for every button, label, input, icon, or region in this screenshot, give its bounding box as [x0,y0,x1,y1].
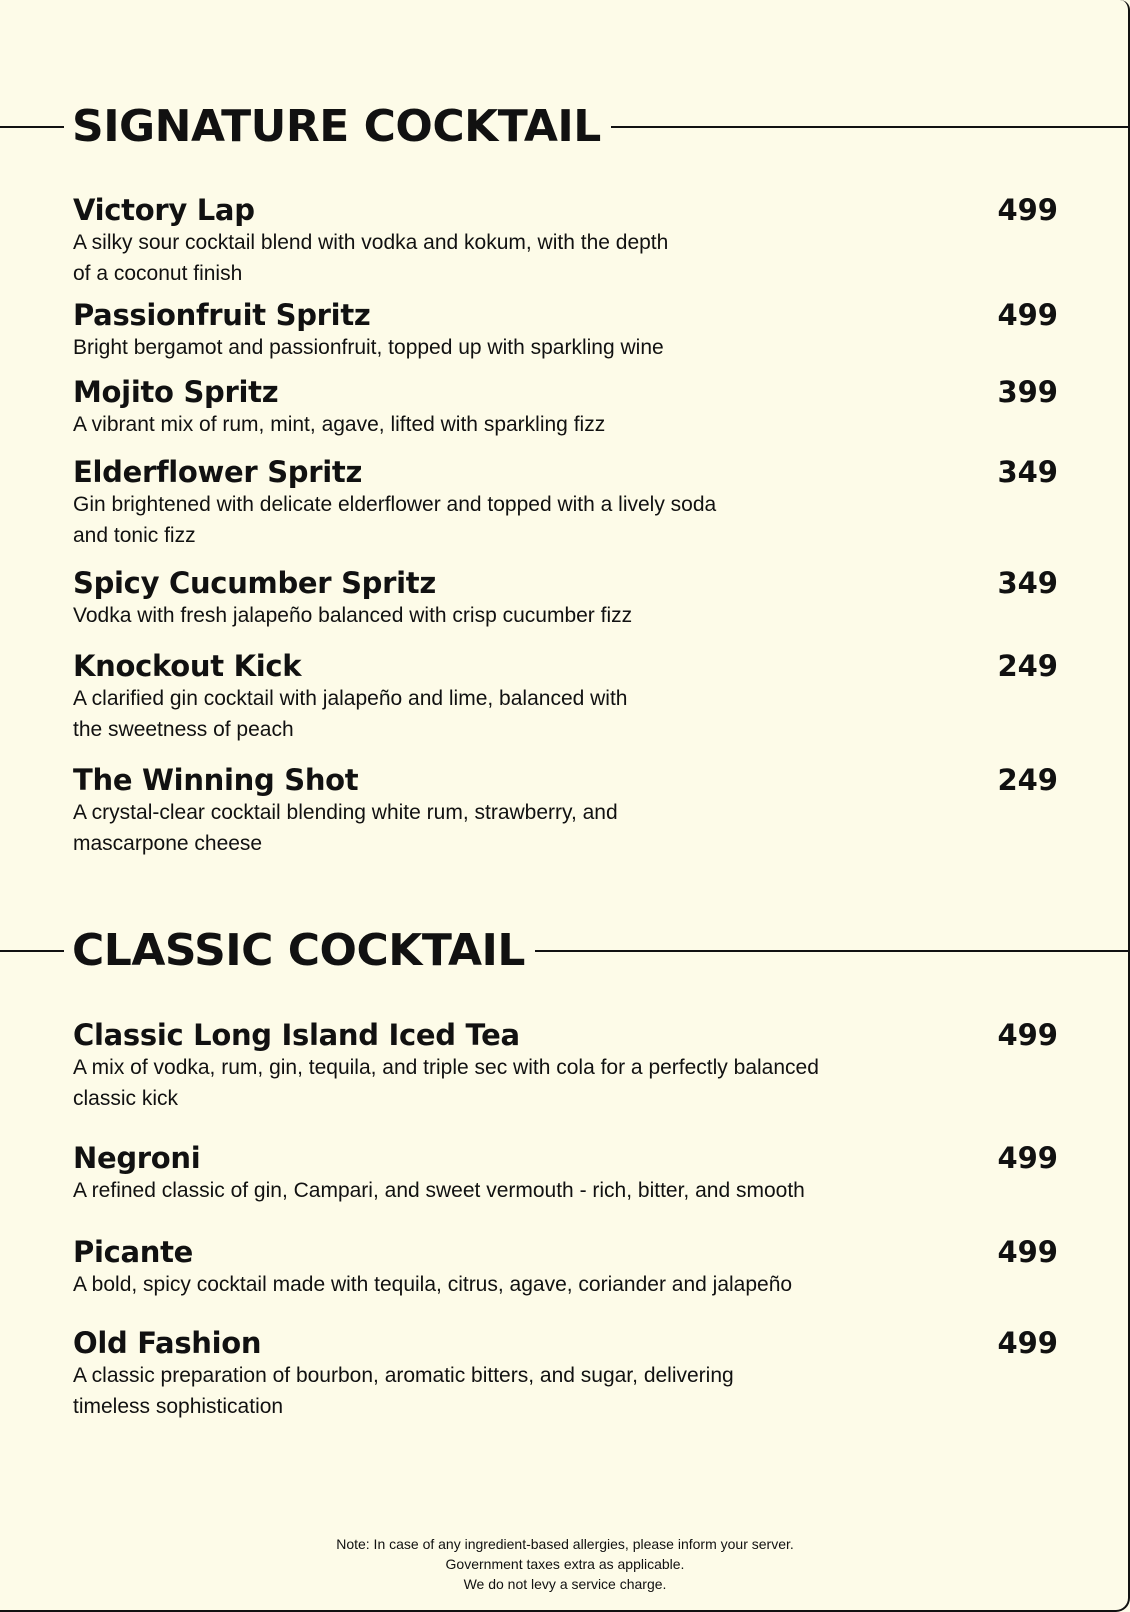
item-name: Mojito Spritz [73,375,279,409]
section-title: CLASSIC COCKTAIL [72,925,525,976]
section-heading-classic [0,925,1130,976]
item-description-line: Bright bergamot and passionfruit, topped up with sparkling wine [73,336,664,359]
item-description-line: A vibrant mix of rum, mint, agave, lifted with sparkling fizz [73,413,606,436]
menu-item [73,375,1058,440]
item-price: 349 [997,455,1058,489]
item-description-line: A mix of vodka, rum, gin, tequila, and triple sec with cola for a perfectly balanced [73,1056,819,1079]
menu-item [73,566,1058,631]
footer-line: Note: In case of any ingredient-based allergies, please inform your server. [336,1536,794,1552]
item-price: 249 [997,763,1058,797]
heading-rule-left [0,950,64,952]
item-name: Passionfruit Spritz [73,298,371,332]
menu-item [73,1141,1058,1206]
item-description-line: timeless sophistication [73,1395,284,1418]
menu-item [73,1326,1058,1422]
item-name: Elderflower Spritz [73,455,363,489]
item-description-line: A crystal-clear cocktail blending white rum, strawberry, and [73,801,618,824]
item-description-line: of a coconut finish [73,262,243,285]
item-name: Negroni [73,1141,201,1175]
item-description-line: classic kick [73,1087,179,1110]
menu-item [73,1018,1058,1114]
item-name: The Winning Shot [73,763,359,797]
item-price: 399 [997,375,1058,409]
footer-line: Government taxes extra as applicable. [445,1556,685,1572]
menu-item [73,649,1058,745]
section-heading-signature [0,101,1130,152]
item-price: 499 [997,193,1058,227]
item-description-line: Gin brightened with delicate elderflower and topped with a lively soda [73,493,717,516]
item-price: 349 [997,566,1058,600]
item-name: Picante [73,1235,194,1269]
item-price: 499 [997,298,1058,332]
item-price: 499 [997,1235,1058,1269]
item-description-line: A classic preparation of bourbon, aromatic bitters, and sugar, delivering [73,1364,734,1387]
item-price: 249 [997,649,1058,683]
item-description-line: A refined classic of gin, Campari, and sweet vermouth - rich, bitter, and smooth [73,1179,805,1202]
heading-rule-right [611,126,1130,128]
item-price: 499 [997,1141,1058,1175]
item-name: Knockout Kick [73,649,302,683]
footer-note [0,1534,1130,1594]
menu-item [73,455,1058,551]
menu-item [73,193,1058,289]
item-name: Victory Lap [73,193,255,227]
item-description-line: and tonic fizz [73,524,196,547]
footer-line: We do not levy a service charge. [463,1576,667,1592]
heading-rule-right [535,950,1130,952]
menu-item [73,1235,1058,1300]
menu-item [73,298,1058,363]
item-price: 499 [997,1326,1058,1360]
item-description-line: A silky sour cocktail blend with vodka and kokum, with the depth [73,231,669,254]
menu-item [73,763,1058,859]
item-description-line: mascarpone cheese [73,832,263,855]
section-title: SIGNATURE COCKTAIL [72,101,601,152]
item-name: Spicy Cucumber Spritz [73,566,436,600]
item-description-line: A clarified gin cocktail with jalapeño and lime, balanced with [73,687,628,710]
item-description-line: A bold, spicy cocktail made with tequila, citrus, agave, coriander and jalapeño [73,1273,793,1296]
item-description-line: the sweetness of peach [73,718,294,741]
item-name: Classic Long Island Iced Tea [73,1018,520,1052]
item-description-line: Vodka with fresh jalapeño balanced with crisp cucumber fizz [73,604,633,627]
item-price: 499 [997,1018,1058,1052]
heading-rule-left [0,126,64,128]
item-name: Old Fashion [73,1326,262,1360]
